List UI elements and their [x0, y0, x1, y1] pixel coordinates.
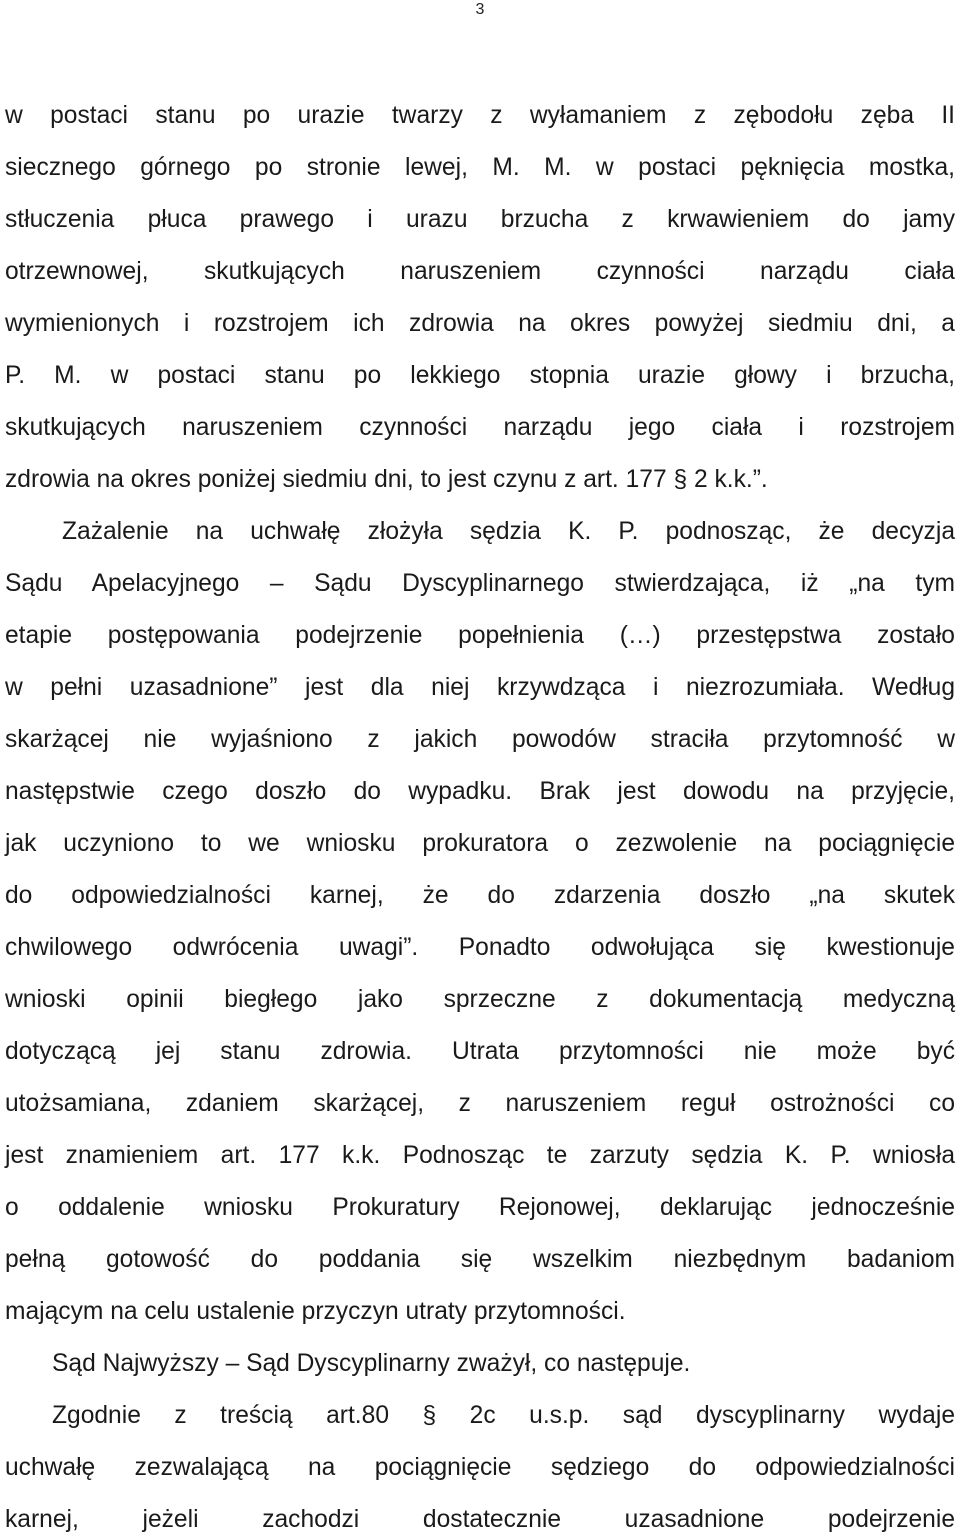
text-line: dotyczącą jej stanu zdrowia. Utrata przytomności nie może być [5, 1038, 955, 1065]
text-line: Zażalenie na uchwałę złożyła sędzia K. P. podnosząc, że decyzja [62, 518, 955, 545]
text-line: stłuczenia płuca prawego i urazu brzucha z krwawieniem do jamy [5, 206, 955, 233]
text-line: uchwałę zezwalającą na pociągnięcie sędziego do odpowiedzialności [5, 1454, 955, 1481]
page-number: 3 [475, 1, 485, 18]
text-line: Zgodnie z treścią art.80 § 2c u.s.p. sąd dyscyplinarny wydaje [52, 1402, 955, 1429]
text-line: P. M. w postaci stanu po lekkiego stopnia urazie głowy i brzucha, [5, 362, 955, 389]
text-line: do odpowiedzialności karnej, że do zdarzenia doszło „na skutek [5, 882, 955, 909]
text-line: jest znamieniem art. 177 k.k. Podnosząc te zarzuty sędzia K. P. wniosła [5, 1142, 955, 1169]
text-line: wymienionych i rozstrojem ich zdrowia na okres powyżej siedmiu dni, a [5, 310, 955, 337]
text-line: w pełni uzasadnione” jest dla niej krzywdząca i niezrozumiała. Według [5, 674, 955, 701]
text-line: jak uczyniono to we wniosku prokuratora o zezwolenie na pociągnięcie [5, 830, 955, 857]
text-line: etapie postępowania podejrzenie popełnienia (…) przestępstwa zostało [5, 622, 955, 649]
text-line: utożsamiana, zdaniem skarżącej, z naruszeniem reguł ostrożności co [5, 1090, 955, 1117]
text-line: wnioski opinii biegłego jako sprzeczne z dokumentacją medyczną [5, 986, 955, 1013]
text-line: następstwie czego doszło do wypadku. Brak jest dowodu na przyjęcie, [5, 778, 955, 805]
text-line: w postaci stanu po urazie twarzy z wyłamaniem z zębodołu zęba II [5, 102, 955, 129]
text-line: otrzewnowej, skutkujących naruszeniem czynności narządu ciała [5, 258, 955, 285]
text-line: Sąd Najwyższy – Sąd Dyscyplinarny zważył, co następuje. [52, 1350, 691, 1377]
text-line: siecznego górnego po stronie lewej, M. M. w postaci pęknięcia mostka, [5, 154, 955, 181]
text-line: o oddalenie wniosku Prokuratury Rejonowej, deklarując jednocześnie [5, 1194, 955, 1221]
text-line: skutkujących naruszeniem czynności narządu jego ciała i rozstrojem [5, 414, 955, 441]
text-line: zdrowia na okres poniżej siedmiu dni, to jest czynu z art. 177 § 2 k.k.”. [5, 466, 768, 493]
text-line: pełną gotowość do poddania się wszelkim niezbędnym badaniom [5, 1246, 955, 1273]
text-line: karnej, jeżeli zachodzi dostatecznie uzasadnione podejrzenie [5, 1506, 955, 1533]
text-line: Sądu Apelacyjnego – Sądu Dyscyplinarnego stwierdzająca, iż „na tym [5, 570, 955, 597]
text-line: chwilowego odwrócenia uwagi”. Ponadto odwołująca się kwestionuje [5, 934, 955, 961]
text-line: mającym na celu ustalenie przyczyn utraty przytomności. [5, 1298, 626, 1325]
text-line: skarżącej nie wyjaśniono z jakich powodów straciła przytomność w [5, 726, 955, 753]
